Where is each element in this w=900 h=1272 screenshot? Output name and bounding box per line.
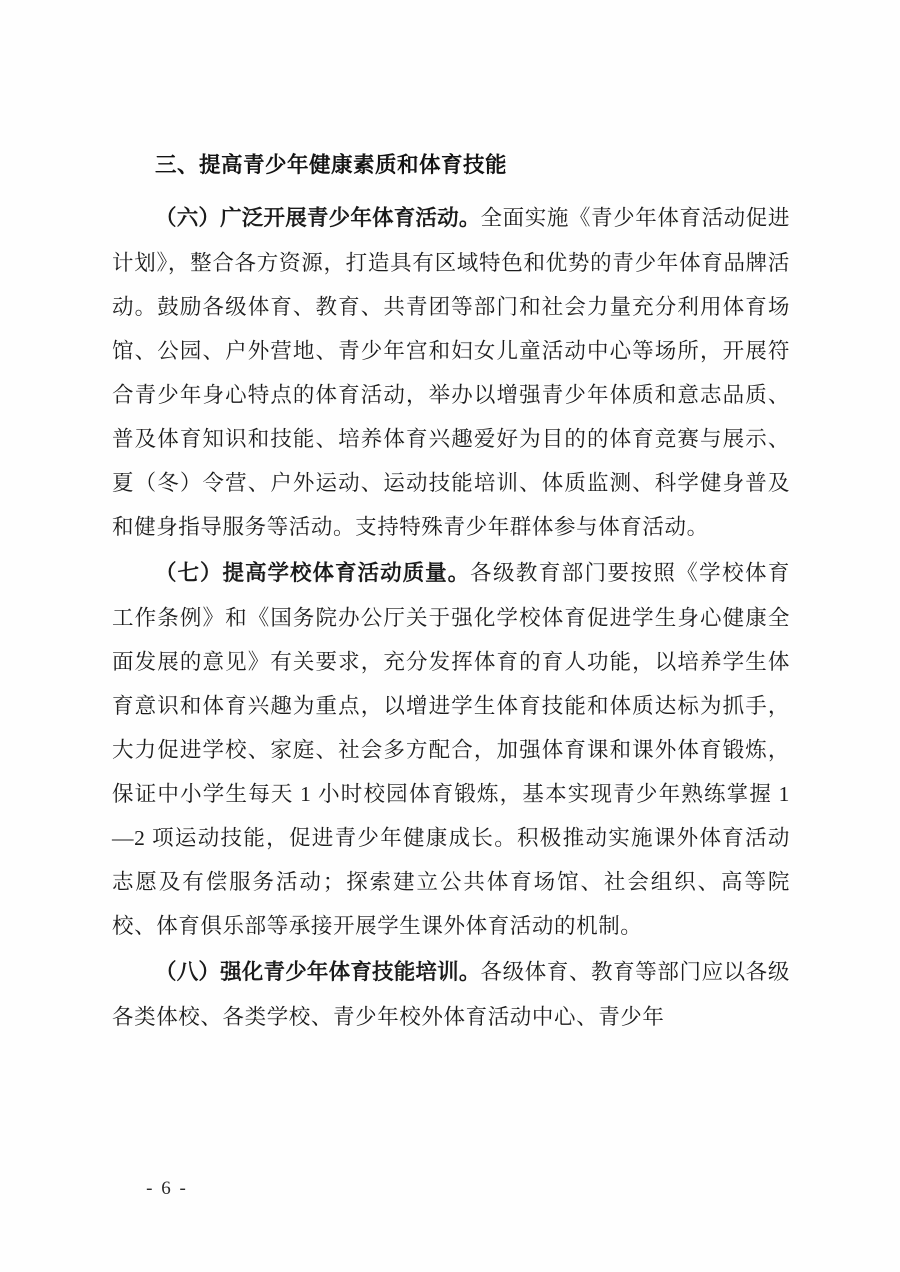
paragraph-seven-body: 各级教育部门要按照《学校体育工作条例》和《国务院办公厅关于强化学校体育促进学生身心健康全面发展的意见》有关要求，充分发挥体育的育人功能，以培养学生体育意识和体育兴趣为重点，以增进学生体育技能和体质达标为抓手，大力促进学校、家庭、社会多方配合，加强体育课和课外体育锻炼，保证中小学生每天 1 小时校园体育锻炼，基本实现青少年熟练掌握 1—2 项运动技能，促进青少年健康成长。积极推动实施课外体育活动志愿及有偿服务活动；探索建立公共体育场馆、社会组织、高等院校、体育俱乐部等承接开展学生课外体育活动的机制。 bbox=[112, 561, 790, 939]
paragraph-eight-body: 各级体育、教育等部门应以各级各类体校、各类学校、青少年校外体育活动中心、青少年 bbox=[112, 960, 790, 1030]
page-number: - 6 - bbox=[146, 1178, 188, 1199]
paragraph-six bbox=[112, 196, 790, 549]
page-footer bbox=[0, 1178, 900, 1200]
paragraph-six-lead: （六）广泛开展青少年体育活动。 bbox=[155, 206, 481, 232]
paragraph-eight bbox=[112, 950, 790, 1039]
section-heading: 三、提高青少年健康素质和体育技能 bbox=[155, 153, 508, 178]
paragraph-seven bbox=[112, 551, 790, 948]
page-content bbox=[112, 150, 790, 1041]
paragraph-eight-lead: （八）强化青少年体育技能培训。 bbox=[155, 960, 481, 986]
paragraph-six-body: 全面实施《青少年体育活动促进计划》，整合各方资源，打造具有区域特色和优势的青少年体育品牌活动。鼓励各级体育、教育、共青团等部门和社会力量充分利用体育场馆、公园、户外营地、青少年宫和妇女儿童活动中心等场所，开展符合青少年身心特点的体育活动，举办以增强青少年体质和意志品质、普及体育知识和技能、培养体育兴趣爱好为目的的体育竞赛与展示、夏（冬）令营、户外运动、运动技能培训、体质监测、科学健身普及和健身指导服务等活动。支持特殊青少年群体参与体育活动。 bbox=[112, 206, 790, 540]
paragraph-seven-lead: （七）提高学校体育活动质量。 bbox=[155, 561, 471, 587]
